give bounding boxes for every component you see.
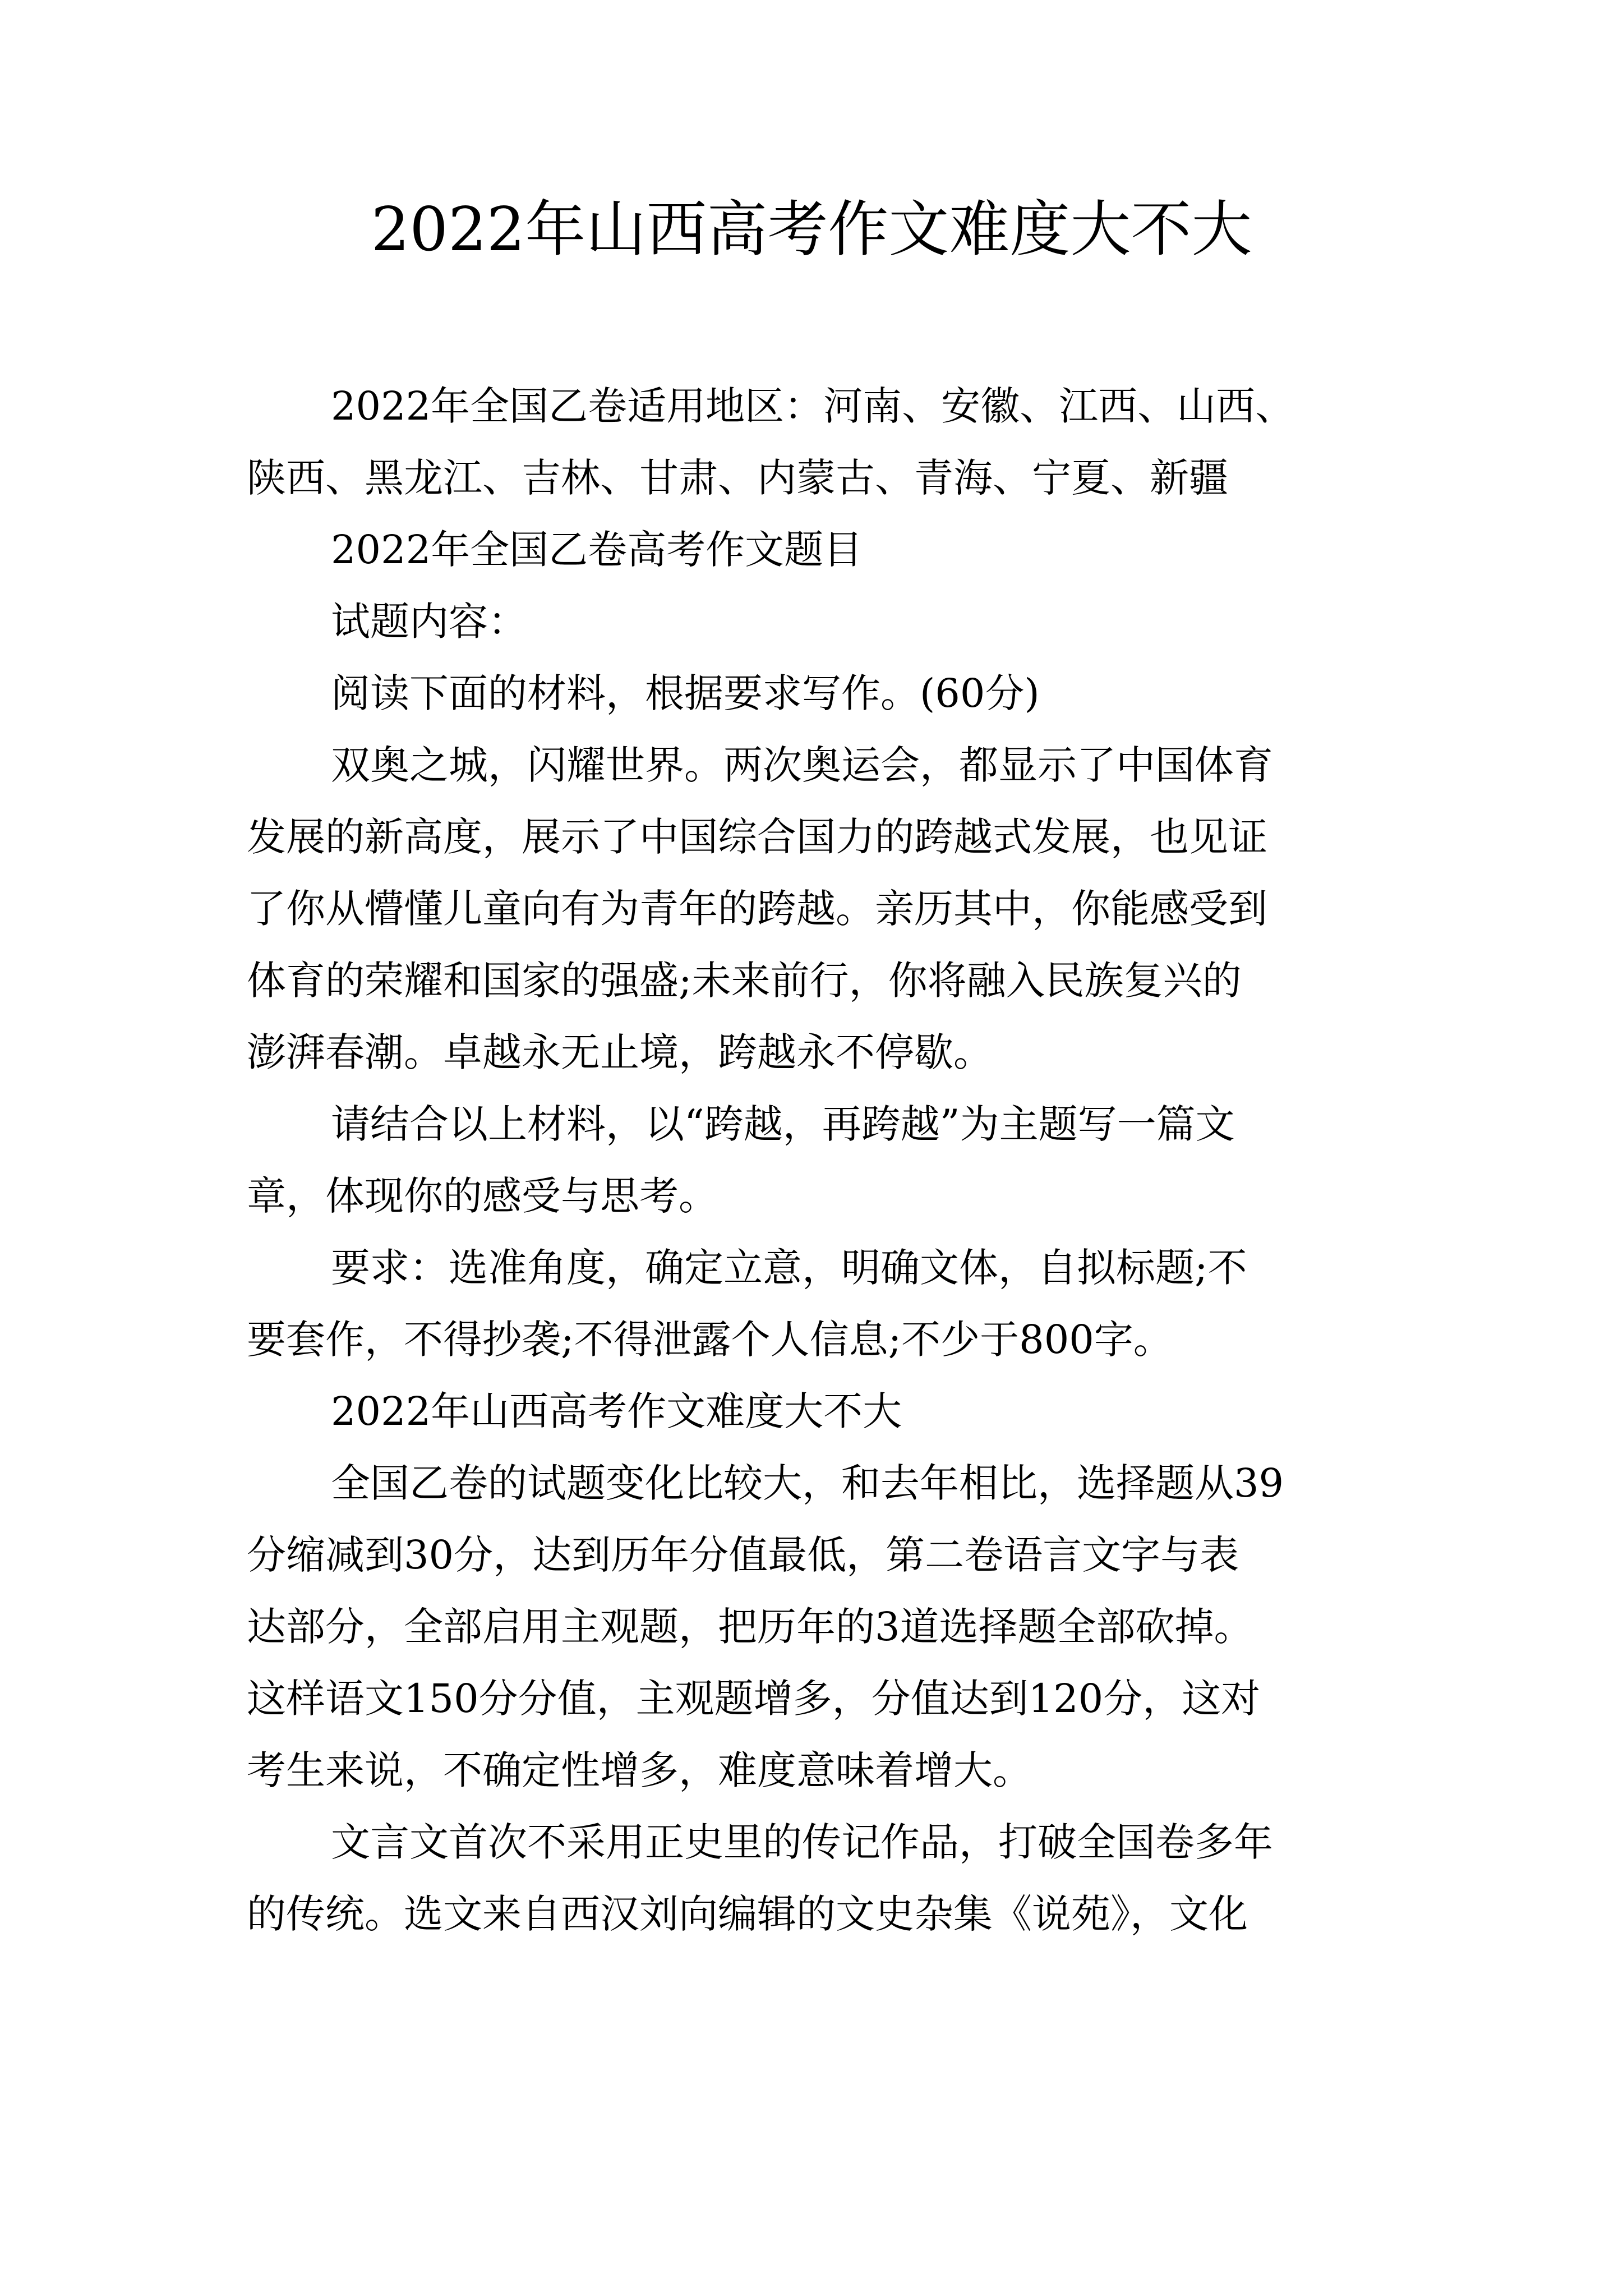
text-line: 要求：选准角度，确定立意，明确文体，自拟标题;不 [331,1245,1247,1291]
document-body [247,370,1441,1950]
text-line: 全国乙卷的试题变化比较大，和去年相比，选择题从39 [331,1460,1284,1506]
text-line: 体育的荣耀和国家的强盛;未来前行，你将融入民族复兴的 [247,958,1242,1004]
paragraph-classical-chinese [247,1806,1441,1950]
text-line: 2022年山西高考作文难度大不大 [331,1388,902,1434]
text-line: 要套作，不得抄袭;不得泄露个人信息;不少于800字。 [247,1317,1173,1363]
paragraph-question-label [247,586,1441,657]
paragraph-analysis [247,1447,1441,1806]
paragraph-exam-heading [247,514,1441,586]
text-line: 这样语文150分分值，主观题增多，分值达到120分，这对 [247,1676,1261,1722]
text-line: 陕西、黑龙江、吉林、甘肃、内蒙古、青海、宁夏、新疆 [247,455,1228,501]
text-line: 阅读下面的材料，根据要求写作。(60分) [331,670,1040,716]
text-line: 试题内容： [331,599,527,645]
text-line: 文言文首次不采用正史里的传记作品，打破全国卷多年 [331,1819,1273,1865]
paragraph-task [247,1088,1441,1232]
text-line: 2022年全国乙卷高考作文题目 [331,527,863,573]
text-line: 2022年全国乙卷适用地区：河南、安徽、江西、山西、 [331,383,1295,429]
text-line: 发展的新高度，展示了中国综合国力的跨越式发展，也见证 [247,814,1267,860]
text-line: 章，体现你的感受与思考。 [247,1173,718,1219]
paragraph-instruction [247,657,1441,729]
text-line: 的传统。选文来自西汉刘向编辑的文史杂集《说苑》，文化 [247,1891,1248,1937]
text-line: 双奥之城，闪耀世界。两次奥运会，都显示了中国体育 [331,742,1273,788]
text-line: 达部分，全部启用主观题，把历年的3道选择题全部砍掉。 [247,1604,1253,1650]
text-line: 请结合以上材料，以“跨越，再跨越”为主题写一篇文 [331,1101,1235,1147]
document-title: 2022年山西高考作文难度大不大 [371,195,1252,265]
paragraph-applicable-regions [247,370,1441,514]
text-line: 了你从懵懂儿童向有为青年的跨越。亲历其中，你能感受到 [247,886,1267,932]
paragraph-requirements [247,1232,1441,1375]
paragraph-material [247,729,1441,1088]
text-line: 考生来说，不确定性增多，难度意味着增大。 [247,1747,1032,1793]
text-line: 澎湃春潮。卓越永无止境，跨越永不停歇。 [247,1029,993,1075]
text-line: 分缩减到30分，达到历年分值最低，第二卷语言文字与表 [247,1532,1239,1578]
paragraph-section-heading [247,1375,1441,1447]
